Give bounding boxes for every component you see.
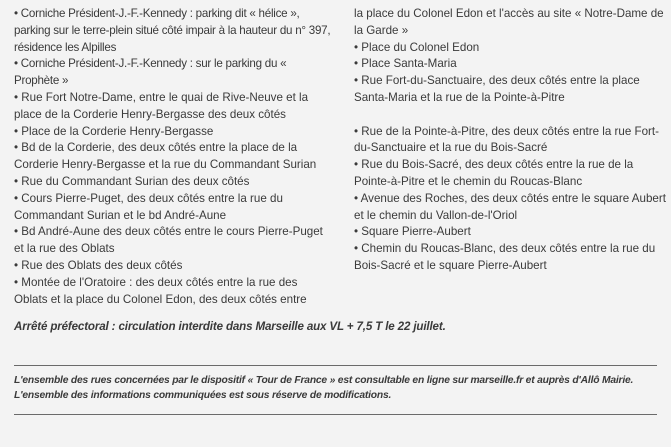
list-item-continuation: la place du Colonel Edon et l'accès au site « Notre-Dame de la Garde » [354,7,664,37]
footer-note-line: L'ensemble des informations communiquées est sous réserve de modifications. [14,389,392,401]
list-item: • Corniche Président-J.-F.-Kennedy : parking dit « hélice », parking sur le terre-plein situé côté impair à la hauteur du n° 397, résidence les Alpilles [14,7,331,54]
footer-note-line: L'ensemble des rues concernées par le dispositif « Tour de France » est consultable en ligne sur marseille.fr et auprès d'Allô Mairie. [14,375,634,386]
paragraph-gap [354,107,669,124]
list-item: • Rue du Commandant Surian des deux côtés [14,174,250,188]
list-item: • Place Santa-Maria [354,57,457,71]
list-item: • Rue de la Pointe-à-Pitre, des deux côtés entre la rue Fort-du-Sanctuaire et la rue du Bois-Sacré [354,124,660,155]
divider-top [14,365,657,366]
list-item: • Montée de l'Oratoire : des deux côtés entre la rue des Oblats et la place du Colonel Edon, des deux côtés entre [14,275,307,306]
list-item: • Place de la Corderie Henry-Bergasse [14,124,214,138]
list-item: • Square Pierre-Aubert [354,225,471,239]
arrete-notice: Arrêté préfectoral : circulation interdite dans Marseille aux VL + 7,5 T le 22 juillet. [14,320,446,333]
list-item: • Rue du Bois-Sacré, des deux côtés entre la rue de la Pointe-à-Pitre et le chemin du Roucas-Blanc [354,158,634,188]
list-item: • Avenue des Roches, des deux côtés entre le square Aubert et le chemin du Vallon-de-l'Oriol [354,191,666,222]
right-column [354,6,669,275]
list-item: • Rue Fort Notre-Dame, entre le quai de Rive-Neuve et la place de la Corderie Henry-Bergasse des deux côtés [14,90,309,121]
list-item: • Rue Fort-du-Sanctuaire, des deux côtés entre la place Santa-Maria et la rue de la Pointe-à-Pitre [354,74,640,104]
list-item: • Bd André-Aune des deux côtés entre le cours Pierre-Puget et la rue des Oblats [14,225,323,256]
list-item: • Bd de la Corderie, des deux côtés entre la place de la Corderie Henry-Bergasse et la rue du Commandant Surian [14,141,317,172]
left-column [14,6,334,308]
list-item: • Corniche Président-J.-F.-Kennedy : sur le parking du « Prophète » [14,57,287,88]
divider-bottom [14,414,657,415]
list-item: • Cours Pierre-Puget, des deux côtés entre la rue du Commandant Surian et le bd André-Aune [14,191,283,222]
list-item: • Place du Colonel Edon [354,40,480,54]
list-item: • Chemin du Roucas-Blanc, des deux côtés entre la rue du Bois-Sacré et le square Pierre-Aubert [354,242,656,272]
list-item: • Rue des Oblats des deux côtés [14,258,183,272]
footer-note [14,374,633,403]
